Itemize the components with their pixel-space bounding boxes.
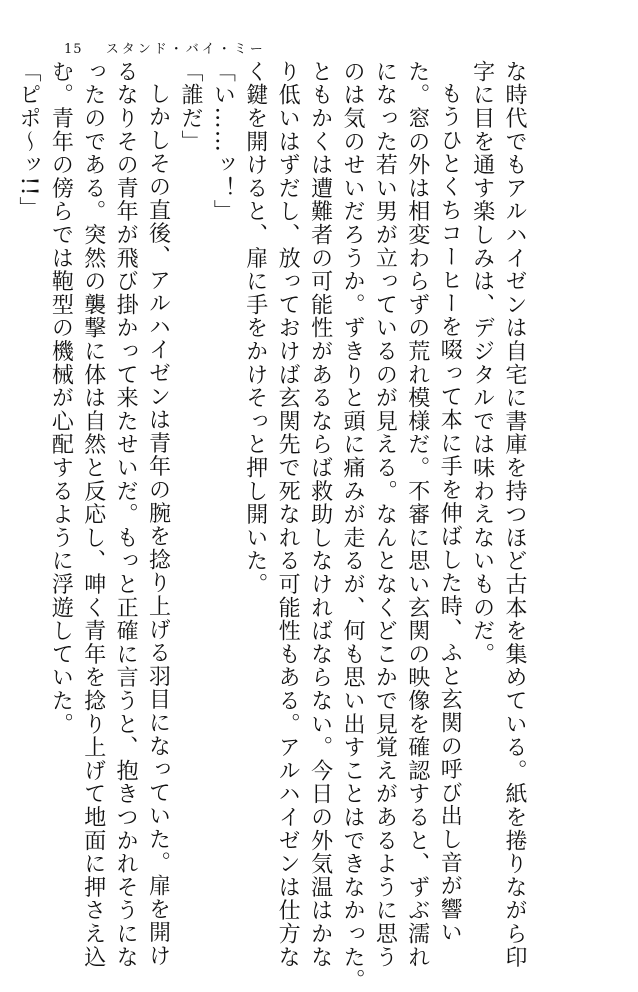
text-line: む。青年の傍らでは鞄型の機械が心配するように浮遊していた。 (48, 60, 74, 736)
text-line: た。窓の外は相変わらずの荒れ模様だ。不審に思い玄関の映像を確認すると、ずぶ濡れ (404, 60, 430, 969)
dialogue-line: 「い……ッ！」 (210, 60, 236, 224)
dialogue-line: 「誰だ」 (177, 60, 203, 154)
text-line: しかしその直後、アルハイゼンは青年の腕を捻り上げる羽目になっていた。扉を開け (145, 82, 171, 968)
chapter-title: スタンド・バイ・ミー (105, 42, 266, 57)
text-line: もうひとくちコーヒーを啜って本に手を伸ばした時、ふと玄関の呼び出し音が響い (437, 82, 463, 945)
dialogue-line: 「ピポ〜ッ!!」 (15, 60, 41, 221)
text-line: ともかくは遭難者の可能性があるならば救助しなければならない。今日の外気温はかな (307, 60, 333, 969)
text-line: く鍵を開けると、扉に手をかけそっと押し開いた。 (242, 60, 268, 596)
text-line: ったのである。突然の襲撃に体は自然と反応し、呻く青年を捻り上げて地面に押さえ込 (80, 60, 106, 969)
text-line: のは気のせいだろうか。ずきりと頭に痛みが走るが、何も思い出すことはできなかった。 (339, 60, 365, 992)
text-line: になった若い男が立っているのが見える。なんとなくどこかで見覚えがあるように思う (372, 60, 398, 969)
text-line: るなりその青年が飛び掛かって来たせいだ。もっと正確に言うと、抱きつかれそうにな (113, 60, 139, 969)
body-text (12, 60, 531, 992)
page-number: 15 (64, 42, 83, 57)
text-line: り低いはずだし、放っておけば玄関先で死なれる可能性もある。アルハイゼンは仕方な (275, 60, 301, 969)
text-line: な時代でもアルハイゼンは自宅に書庫を持つほど古本を集めている。紙を捲りながら印 (502, 60, 527, 969)
running-header (64, 38, 266, 57)
text-line: 字に目を通す楽しみは、デジタルでは味わえないものだ。 (469, 60, 495, 666)
